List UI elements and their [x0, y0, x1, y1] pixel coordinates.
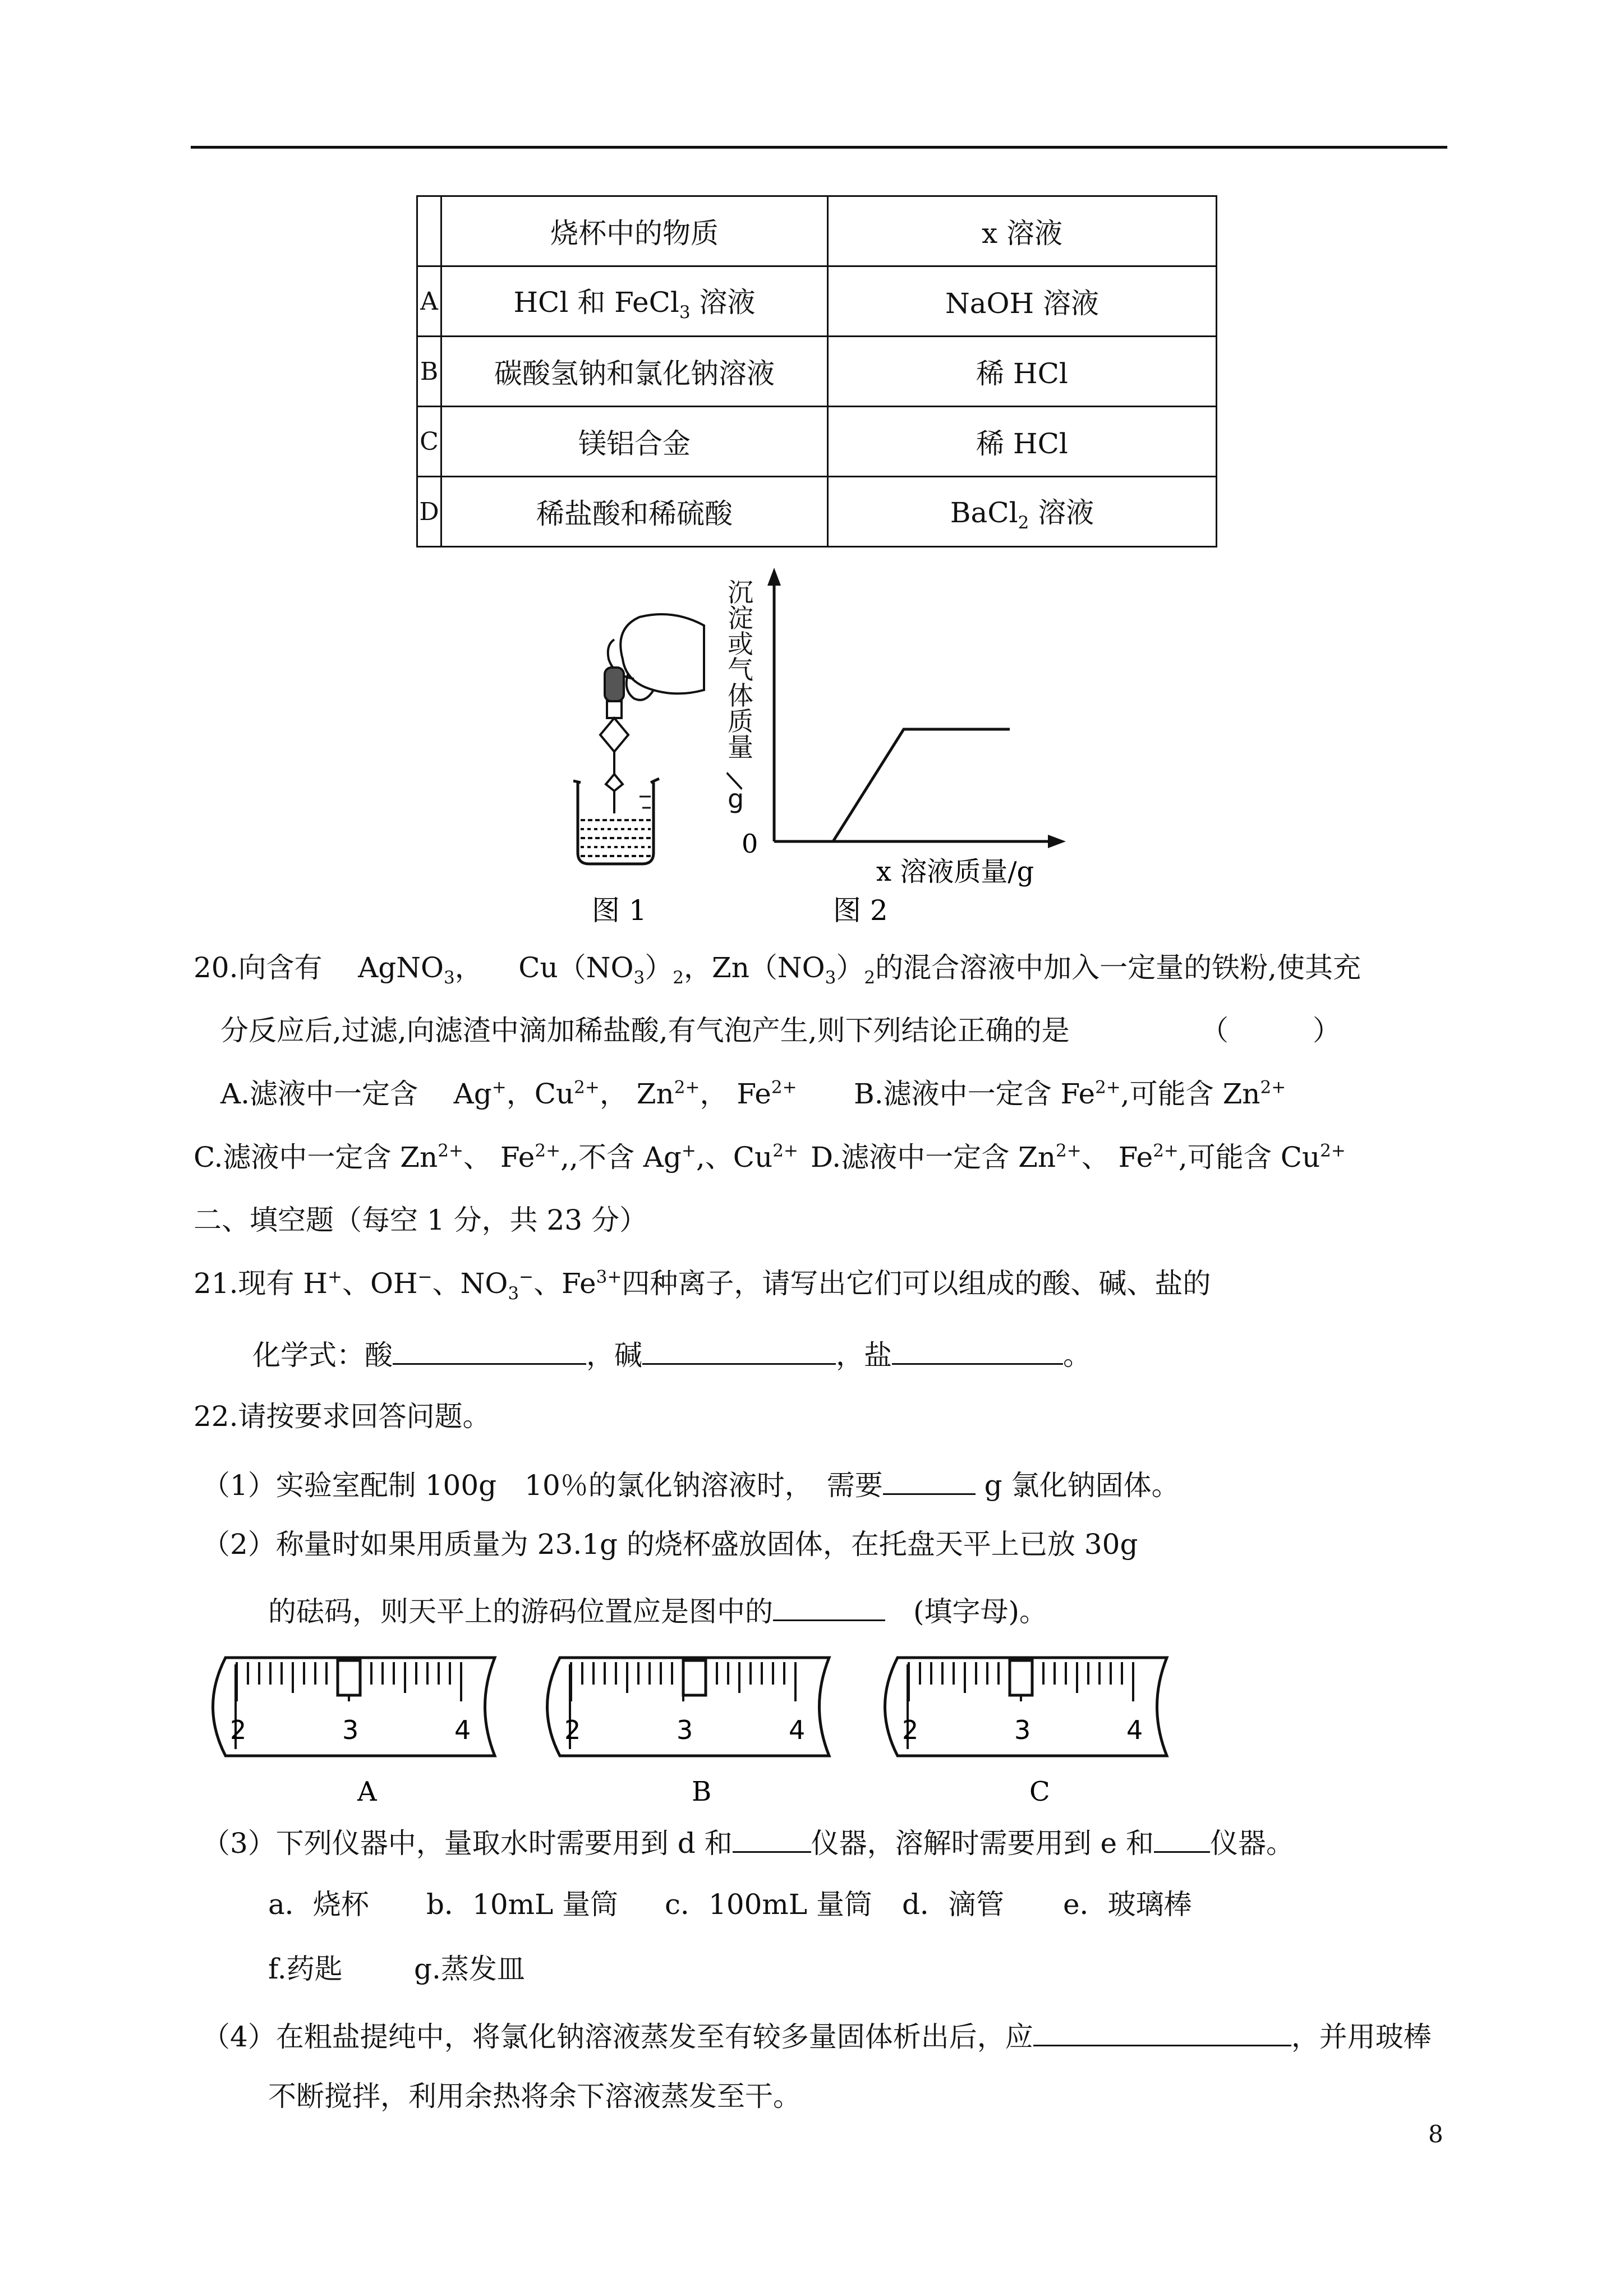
ruler-a — [213, 1658, 495, 1807]
instrument-a: a．烧杯 — [268, 1888, 369, 1921]
y-axis-label-char: 量 — [728, 732, 753, 762]
instrument-d: d．滴管 — [902, 1888, 1005, 1921]
ruler-tick-label: 3 — [1014, 1715, 1031, 1745]
ruler-rider — [338, 1660, 360, 1695]
origin-label: 0 — [742, 829, 758, 859]
ruler-tick-label: 4 — [1126, 1715, 1143, 1745]
figure-2-caption: 图 2 — [833, 894, 888, 927]
figure-1-caption: 图 1 — [592, 894, 647, 927]
y-axis-label-char: 或 — [728, 629, 753, 659]
ruler-tick-label: 3 — [677, 1715, 693, 1745]
q21-line1: 21.现有 H+、OH−、$NO_3^-$、$Fe^{3+}$四种离子，请写出它们可以组成的酸、碱、盐的 — [194, 1267, 1211, 1304]
ruler-b — [548, 1658, 830, 1807]
row-key: D — [417, 477, 441, 547]
x-axis-label: x 溶液质量/g — [876, 856, 1034, 887]
ruler-tick-label: 2 — [564, 1715, 581, 1745]
q22-part2-line2: 的砝码，则天平上的游码位置应是图中的 (填字母)。 — [268, 1595, 1048, 1628]
y-axis-label — [719, 577, 753, 814]
acid-answer-blank[interactable] — [393, 1338, 586, 1365]
mass-curve — [774, 729, 1010, 841]
q20-stem-line1: 20.向含有 AgNO$_3$， $Cu(NO_3)_2$，$Zn(NO_3)_2$的混合溶液中加入一定量的铁粉,使其充 — [194, 951, 1361, 988]
q20-option-c: C.滤液中一定含 $Zn^{2+}$、 $Fe^{2+}$,,不含 Ag+,、$Cu^{2+}$ — [194, 1140, 798, 1174]
row-key: C — [417, 407, 441, 477]
ruler-label: A — [357, 1776, 377, 1807]
table-header-x: x 溶液 — [828, 196, 1217, 266]
row-beaker: 稀盐酸和稀硫酸 — [441, 477, 828, 547]
beaker-icon — [573, 779, 659, 864]
ruler-tick-label: 3 — [342, 1715, 359, 1745]
x-axis-arrow — [1048, 835, 1066, 848]
row-beaker: HCl 和 FeCl$_3$ 溶液 — [441, 266, 828, 337]
q21-line2: 化学式：酸 ，碱 ，盐 。 — [252, 1339, 1091, 1372]
dropper-icon — [600, 668, 628, 813]
row-x: 稀 HCl — [828, 337, 1217, 407]
q20-option-a: A.滤液中一定含 Ag+，$Cu^{2+}$， $Zn^{2+}$， $Fe^{2+}$ — [220, 1077, 797, 1110]
q20-answer-paren: （ ） — [1200, 1014, 1341, 1047]
y-axis-label-char: g — [728, 784, 744, 814]
q22-part4-line1: （4）在粗盐提纯中，将氯化钠溶液蒸发至有较多量固体析出后，应 ，并用玻棒 — [202, 2021, 1432, 2053]
instrument-b: b．10mL 量筒 — [426, 1888, 619, 1921]
ruler-tick-label: 4 — [454, 1715, 471, 1745]
row-x: BaCl$_2$ 溶液 — [828, 477, 1217, 547]
ruler-tick-label: 2 — [230, 1715, 247, 1745]
q22-part1: （1）实验室配制 100g 10％的氯化钠溶液时， 需要 g 氯化钠固体。 — [202, 1469, 1180, 1502]
ruler-tick-label: 2 — [902, 1715, 919, 1745]
rider-position-blank[interactable] — [773, 1594, 885, 1621]
ruler-c — [885, 1658, 1167, 1807]
mass-graph — [767, 568, 1066, 848]
y-axis-label-char: 气 — [728, 655, 753, 685]
q22-part4-line2: 不断搅拌，利用余热将余下溶液蒸发至干。 — [268, 2080, 801, 2113]
ruler-rider — [1010, 1660, 1032, 1695]
row-key: B — [417, 337, 441, 407]
row-key: A — [417, 266, 441, 337]
instrument-e: e．玻璃棒 — [1063, 1888, 1192, 1921]
row-beaker: 碳酸氢钠和氯化钠溶液 — [441, 337, 828, 407]
instrument-c: c．100mL 量筒 — [665, 1888, 872, 1921]
row-x: NaOH 溶液 — [828, 266, 1217, 337]
table-header-beaker: 烧杯中的物质 — [441, 196, 828, 266]
row-beaker: 镁铝合金 — [441, 407, 828, 477]
instrument-g: g.蒸发皿 — [414, 1953, 525, 1985]
q20-stem-line2: 分反应后,过滤,向滤渣中滴加稀盐酸,有气泡产生,则下列结论正确的是 — [220, 1014, 1070, 1047]
base-answer-blank[interactable] — [642, 1338, 836, 1365]
row-x: 稀 HCl — [828, 407, 1217, 477]
y-axis-label-char: 淀 — [728, 603, 753, 633]
salt-answer-blank[interactable] — [892, 1338, 1063, 1365]
q22-part2-line1: （2）称量时如果用质量为 23.1g 的烧杯盛放固体，在托盘天平上已放 30g — [202, 1528, 1138, 1561]
y-axis-label-char: 体 — [728, 680, 753, 711]
ruler-rider — [683, 1660, 706, 1695]
q22-stem: 22.请按要求回答问题。 — [194, 1400, 491, 1433]
ruler-label: C — [1029, 1776, 1050, 1807]
experiment-figure — [0, 0, 1624, 954]
salt-mass-blank[interactable] — [883, 1468, 976, 1495]
page-number: 8 — [1428, 2120, 1443, 2148]
section-2-heading: 二、填空题（每空 1 分，共 23 分） — [194, 1204, 648, 1236]
instrument-f: f.药匙 — [268, 1953, 343, 1985]
measure-water-blank[interactable] — [733, 1826, 811, 1853]
ruler-label: B — [692, 1776, 712, 1807]
ruler-tick-label: 4 — [789, 1715, 806, 1745]
q20-option-b: B.滤液中一定含 $Fe^{2+}$,可能含 $Zn^{2+}$ — [854, 1077, 1286, 1110]
y-axis-arrow — [767, 568, 781, 586]
y-axis-label-char: / — [718, 769, 749, 792]
y-axis-label-char: 沉 — [728, 577, 753, 608]
q22-part3: （3）下列仪器中，量取水时需要用到 d 和 仪器，溶解时需要用到 e 和 仪器。 — [202, 1827, 1294, 1860]
q20-option-d: D.滤液中一定含 $Zn^{2+}$、 $Fe^{2+}$,可能含 $Cu^{2+}$ — [811, 1140, 1346, 1174]
dissolve-blank[interactable] — [1154, 1826, 1210, 1853]
evaporation-step-blank[interactable] — [1033, 2019, 1291, 2046]
y-axis-label-char: 质 — [728, 706, 753, 737]
